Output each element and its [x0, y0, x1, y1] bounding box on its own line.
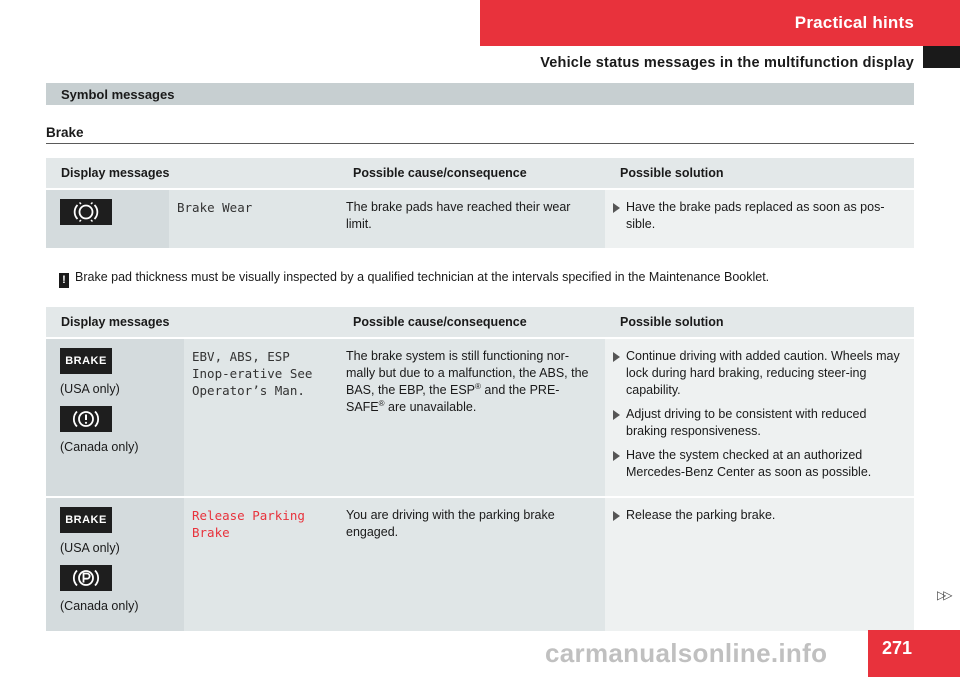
brake-text-icon: BRAKE [60, 507, 112, 533]
page-number: 271 [868, 630, 960, 677]
header-solution: Possible solution [605, 307, 914, 338]
arrow-icon [613, 410, 620, 420]
message-cell: Brake Wear [169, 189, 338, 248]
header-display-messages: Display messages [46, 158, 338, 189]
solution-item: Have the brake pads replaced as soon as pos-sible. [613, 199, 906, 233]
symbol-cell [46, 338, 184, 497]
header-cause: Possible cause/consequence [338, 158, 605, 189]
arrow-icon [613, 203, 620, 213]
header-black-tab [923, 46, 960, 68]
table-header-row [46, 158, 914, 189]
symbol-cell [46, 497, 184, 631]
brake-wear-table [46, 158, 914, 248]
solution-cell [605, 189, 914, 248]
header-solution: Possible solution [605, 158, 914, 189]
continue-arrows-icon: ▷▷ [937, 588, 950, 602]
brake-system-table [46, 307, 914, 631]
symbol-cell [46, 189, 169, 248]
table-row [46, 497, 914, 631]
cause-cell: The brake system is still functioning nor-mally but due to a malfunction, the ABS, the BAS, the EBP, the ESP® and the PRE-SAFE® are unavailable. [338, 338, 605, 497]
maintenance-note [59, 270, 769, 288]
symbol-messages-bar: Symbol messages [46, 83, 914, 105]
arrow-icon [613, 511, 620, 521]
cause-cell: You are driving with the parking brake engaged. [338, 497, 605, 631]
brake-text-icon: BRAKE [60, 348, 112, 374]
arrow-icon [613, 352, 620, 362]
solution-item: Have the system checked at an authorized Mercedes-Benz Center as soon as possible. [613, 447, 906, 481]
brake-wear-icon [60, 199, 112, 225]
table-header-row [46, 307, 914, 338]
brake-warning-icon [60, 406, 112, 432]
message-cell: Release Parking Brake [184, 497, 338, 631]
table-row [46, 189, 914, 248]
solution-item: Continue driving with added caution. Wheels may lock during hard braking, reducing steer-ing capability. [613, 348, 906, 399]
header-display-messages: Display messages [46, 307, 338, 338]
solution-item: Release the parking brake. [613, 507, 906, 524]
cause-cell: The brake pads have reached their wear limit. [338, 189, 605, 248]
canada-only-label: (Canada only) [60, 599, 139, 613]
solution-cell [605, 497, 914, 631]
chapter-title: Practical hints [794, 13, 914, 32]
watermark: carmanualsonline.info [545, 638, 828, 668]
section-title: Vehicle status messages in the multifunction display [540, 55, 914, 71]
solution-cell [605, 338, 914, 497]
arrow-icon [613, 451, 620, 461]
note-text: Brake pad thickness must be visually inspected by a qualified technician at the intervals specified in the Maintenance Booklet. [75, 270, 770, 284]
usa-only-label: (USA only) [60, 541, 120, 555]
table-row [46, 338, 914, 497]
heading-rule [46, 143, 914, 144]
canada-only-label: (Canada only) [60, 440, 139, 454]
caution-icon: ! [59, 273, 69, 288]
usa-only-label: (USA only) [60, 382, 120, 396]
parking-brake-icon [60, 565, 112, 591]
solution-item: Adjust driving to be consistent with reduced braking responsiveness. [613, 406, 906, 440]
header-cause: Possible cause/consequence [338, 307, 605, 338]
message-cell: EBV, ABS, ESP Inop-erative See Operator’s Man. [184, 338, 338, 497]
brake-subheading: Brake [46, 125, 84, 140]
